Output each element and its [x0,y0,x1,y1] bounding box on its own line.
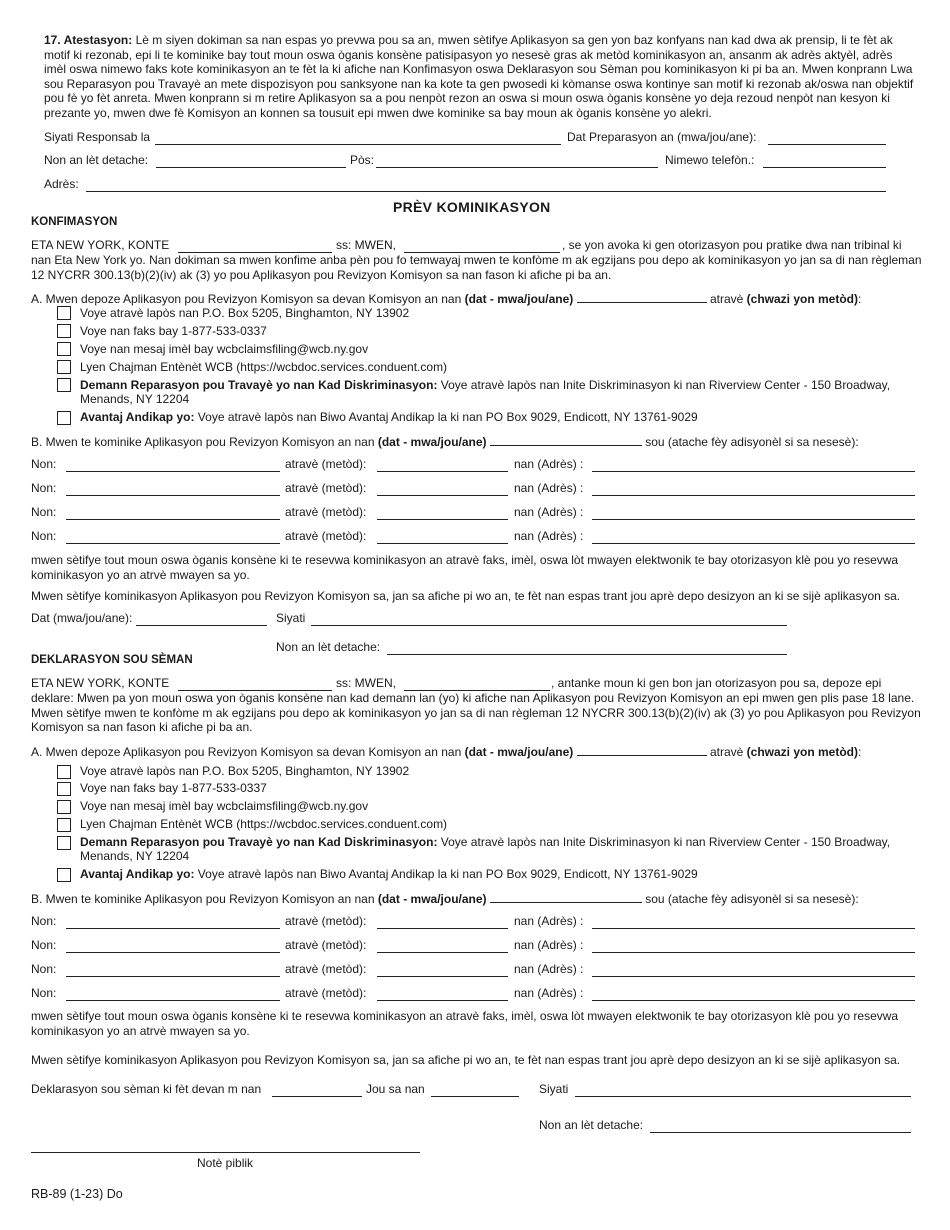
conf-a-lead: A. Mwen depoze Aplikasyon pou Revizyon Komisyon sa devan Komisyon an nan [31,292,462,306]
service-method-label: atravè (metòd): [285,457,367,471]
day-field[interactable] [431,1083,519,1097]
aff-opt-fax-label: Voye nan faks bay 1-877-533-0337 [80,781,267,795]
aff-a-colon: : [858,745,862,759]
service-address-field[interactable] [592,458,915,472]
service-address-field[interactable] [592,939,915,953]
aff-print-name-label: Non an lèt detache: [539,1118,644,1132]
aff-b-tail: sou (atache fèy adisyonèl si sa nesesè): [645,892,859,906]
service-method-label: atravè (metòd): [285,505,367,519]
service-name-label: Non: [31,962,57,976]
conf-certify-hearing: Mwen sètifye kominikasyon Aplikasyon pou Revizyon Komisyon sa, jan sa afiche pi wo an, te fèt nan espas trant jou aprè depo desizyon an ki se sijè aplikasyon sa. [31,589,901,603]
aff-signature-label: Siyati [539,1082,569,1096]
position-field[interactable] [376,154,658,168]
service-method-field[interactable] [377,963,508,977]
sworn-date-field[interactable] [272,1083,362,1097]
attestation-text: Lè m siyen dokiman sa nan espas yo prevwa pou sa an, mwen sètifye Aplikasyon sa gen yon baz konfyans nan kad dwa ak prensip, li te fèt ak motif ki rezonab, epi li te kominike bay tout moun oswa òganis konsène patisipasyon yo nesesè gras ak metòd kominikasyon an, ansanm ak adrès aktyèl, adrès imèl oswa nimewo faks kote kominikasyon an te fèt la ki afiche nan Konfimasyon oswa Deklarasyon sou Sèman pou kominikasyon ki pi ba an. Mwen konprann Lwa sou Reparasyon pou Travayè an mete dispozisyon pou sanksyone nan ka kote ta gen pwosedi ki kòmanse oswa kontinye san motif ki rezonab ak/oswa nan objektif pou fè yo fèt anreta. Mwen konprann si m retire Aplikasyon sa a pou nenpòt rezon an oswa si moun oswa òganis konsène yo deja rezoud nenpòt nan kesyon ki prezante yo, mwen dwe fè Komisyon an konnen sa tousuit epi mwen dwe kominike sa bay moun ak òganis konsène yo alekri. [44,33,914,120]
aff-signature-field[interactable] [575,1083,911,1097]
proof-title: PRÈV KOMINIKASYON [393,199,551,215]
conf-print-name-label: Non an lèt detache: [276,640,381,654]
service-address-label: nan (Adrès) : [514,529,584,543]
conf-opt-discrimination-label [80,378,890,393]
aff-b-lead: B. Mwen te kominike Aplikasyon pou Revizyon Komisyon an nan [31,892,375,906]
aff-a-via: atravè [709,745,744,759]
conf-opt-discrimination-bold: Demann Reparasyon pou Travayè yo nan Kad Diskriminasyon: [80,378,438,392]
service-address-label: nan (Adrès) : [514,938,584,952]
service-address-label: nan (Adrès) : [514,481,584,495]
service-method-label: atravè (metòd): [285,986,367,1000]
service-method-field[interactable] [377,530,508,544]
day-label: Jou sa nan [366,1082,425,1096]
notary-label: Notè piblik [197,1156,254,1170]
conf-opt-mail-checkbox[interactable] [57,306,71,320]
aff-a-lead: A. Mwen depoze Aplikasyon pou Revizyon Komisyon sa devan Komisyon an nan [31,745,462,759]
service-address-field[interactable] [592,987,915,1001]
aff-opt-mail-label: Voye atravè lapòs nan P.O. Box 5205, Binghamton, NY 13902 [80,764,410,778]
form-id: RB-89 (1-23) Do [31,1187,123,1201]
conf-intro-tail: , se yon avoka ki gen otorizasyon pou pratike dwa nan tribinal ki [562,238,902,252]
aff-opt-email-label: Voye nan mesaj imèl bay wcbclaimsfiling@wcb.ny.gov [80,799,369,813]
service-method-field[interactable] [377,987,508,1001]
conf-opt-disability-text: Voye atravè lapòs nan Biwo Avantaj Andikap la ki nan PO Box 9029, Endicott, NY 13761-9029 [194,410,698,424]
conf-opt-disability-checkbox[interactable] [57,411,71,425]
aff-a-date-field[interactable] [577,743,707,756]
affidavit-heading: DEKLARASYON SOU SÈMAN [31,654,193,666]
service-address-field[interactable] [592,530,915,544]
service-address-label: nan (Adrès) : [514,986,584,1000]
sworn-label: Deklarasyon sou sèman ki fèt devan m nan [31,1082,262,1096]
confirmation-heading: KONFIMASYON [31,216,118,228]
aff-ss-label: ss: MWEN, [336,676,396,690]
aff-opt-mail-checkbox[interactable] [57,765,71,779]
conf-a-method-hint: (chwazi yon metòd) [746,292,859,306]
conf-opt-email-label: Voye nan mesaj imèl bay wcbclaimsfiling@wcb.ny.gov [80,342,369,356]
aff-opt-disability-label [80,867,698,882]
service-address-label: nan (Adrès) : [514,457,584,471]
aff-intro-rest: deklare: Mwen pa yon moun oswa yon òganis konsène nan kad demann lan (yo) ki afiche nan Aplikasyon pou Revizyon Komisyon an epi mwen gen plis pase 18 lane. Mwen sètifye mwen te konfòme m ak egzijans pou depo ak kominikasyon yo jan sa di nan règleman 12 NYCRR 300.13(b)(2)(iv) ak (3) yo pou Aplikasyon pou Revizyon Komisyon sa nan fason ki afiche pi ba an. [31,691,921,735]
service-method-label: atravè (metòd): [285,529,367,543]
service-method-label: atravè (metòd): [285,938,367,952]
service-name-field[interactable] [66,939,280,953]
service-method-field[interactable] [377,458,508,472]
aff-state-label: ETA NEW YORK, KONTE [31,676,170,690]
position-label: Pòs: [350,153,375,167]
conf-a-date-hint: (dat - mwa/jou/ane) [464,292,574,306]
service-name-field[interactable] [66,915,280,929]
conf-county-field[interactable] [178,239,332,253]
conf-b-date-hint: (dat - mwa/jou/ane) [377,435,487,449]
service-method-field[interactable] [377,915,508,929]
conf-opt-upload-checkbox[interactable] [57,360,71,374]
service-name-label: Non: [31,914,57,928]
conf-certify-electronic: mwen sètifye tout moun oswa òganis konsène ki te resevwa kominikasyon an atravè faks, imèl, oswa lòt mwayen elektwonik te bay otorizasyon klè pou yo resevwa kominikasyon yo an atrvè mwayen sa yo. [31,553,899,582]
conf-a-line [31,290,861,306]
conf-date-label: Dat (mwa/jou/ane): [31,611,133,625]
responsible-signature-label: Siyati Responsab la [44,130,151,144]
service-name-field[interactable] [66,530,280,544]
aff-opt-discrimination-text: Voye atravè lapòs nan Inite Diskriminasyon ki nan Riverview Center - 150 Broadway, [437,835,891,849]
conf-b-date-field[interactable] [490,433,642,446]
service-method-field[interactable] [377,506,508,520]
conf-opt-upload-label: Lyen Chajman Entènèt WCB (https://wcbdoc.services.conduent.com) [80,360,448,374]
prep-date-field[interactable] [768,131,886,145]
aff-opt-discrimination-bold: Demann Reparasyon pou Travayè yo nan Kad Diskriminasyon: [80,835,438,849]
service-method-label: atravè (metòd): [285,962,367,976]
aff-intro-tail: , antanke moun ki gen bon jan otorizasyon pou sa, depoze epi [551,676,882,690]
service-name-field[interactable] [66,963,280,977]
aff-a-line [31,743,861,759]
notary-signature-field[interactable] [31,1139,420,1153]
aff-certify-hearing: Mwen sètifye kominikasyon Aplikasyon pou Revizyon Komisyon sa, jan sa afiche pi wo an, te fèt nan espas trant jou aprè depo desizyon an ki se sijè aplikasyon sa. [31,1053,901,1067]
conf-a-via: atravè [709,292,744,306]
service-address-label: nan (Adrès) : [514,914,584,928]
conf-a-date-field[interactable] [577,290,707,303]
aff-opt-fax-checkbox[interactable] [57,782,71,796]
aff-opt-disability-checkbox[interactable] [57,868,71,882]
aff-opt-upload-checkbox[interactable] [57,818,71,832]
aff-b-date-hint: (dat - mwa/jou/ane) [377,892,487,906]
conf-opt-fax-checkbox[interactable] [57,324,71,338]
service-name-label: Non: [31,938,57,952]
conf-signature-field[interactable] [311,612,787,626]
address-field[interactable] [86,178,886,192]
responsible-signature-field[interactable] [155,131,561,145]
aff-print-name-field[interactable] [650,1119,911,1133]
service-name-label: Non: [31,481,57,495]
attestation-paragraph [44,33,914,121]
aff-name-field[interactable] [404,677,550,691]
conf-ss-label: ss: MWEN, [336,238,396,252]
aff-opt-disability-text: Voye atravè lapòs nan Biwo Avantaj Andikap la ki nan PO Box 9029, Endicott, NY 13761-9029 [194,867,698,881]
conf-opt-discrimination-text2: Menands, NY 12204 [80,392,190,406]
aff-opt-discrimination-label [80,835,890,850]
aff-opt-email-checkbox[interactable] [57,800,71,814]
service-method-label: atravè (metòd): [285,914,367,928]
conf-opt-fax-label: Voye nan faks bay 1-877-533-0337 [80,324,267,338]
aff-opt-disability-bold: Avantaj Andikap yo: [80,867,195,881]
conf-opt-discrimination-checkbox[interactable] [57,378,71,392]
service-address-field[interactable] [592,915,915,929]
aff-opt-discrimination-text2: Menands, NY 12204 [80,849,190,863]
aff-county-field[interactable] [178,677,332,691]
aff-b-date-field[interactable] [490,890,642,903]
conf-opt-mail-label: Voye atravè lapòs nan P.O. Box 5205, Binghamton, NY 13902 [80,306,410,320]
service-address-field[interactable] [592,482,915,496]
conf-opt-disability-bold: Avantaj Andikap yo: [80,410,195,424]
aff-opt-discrimination-checkbox[interactable] [57,836,71,850]
service-name-field[interactable] [66,458,280,472]
address-label: Adrès: [44,177,79,191]
service-name-label: Non: [31,986,57,1000]
aff-a-method-hint: (chwazi yon metòd) [746,745,859,759]
conf-name-field[interactable] [404,239,560,253]
service-address-field[interactable] [592,506,915,520]
conf-a-colon: : [858,292,862,306]
aff-certify-electronic: mwen sètifye tout moun oswa òganis konsène ki te resevwa kominikasyon an atravè faks, imèl, oswa lòt mwayen elektwonik te bay otorizasyon klè pou yo resevwa kominikasyon yo an atrvè mwayen sa yo. [31,1009,899,1038]
conf-date-field[interactable] [136,612,267,626]
service-name-label: Non: [31,505,57,519]
conf-opt-discrimination-text: Voye atravè lapòs nan Inite Diskriminasyon ki nan Riverview Center - 150 Broadway, [437,378,891,392]
service-address-label: nan (Adrès) : [514,505,584,519]
phone-label: Nimewo telefòn.: [665,153,755,167]
print-name-field[interactable] [156,154,346,168]
print-name-label: Non an lèt detache: [44,153,149,167]
phone-field[interactable] [763,154,886,168]
conf-opt-email-checkbox[interactable] [57,342,71,356]
conf-b-line [31,433,859,449]
conf-signature-label: Siyati [276,611,306,625]
conf-b-lead: B. Mwen te kominike Aplikasyon pou Revizyon Komisyon an nan [31,435,375,449]
conf-b-tail: sou (atache fèy adisyonèl si sa nesesè): [645,435,859,449]
conf-intro-rest: nan Eta New York yo. Nan dokiman sa mwen konfime anba pèn pou fo temwayaj mwen te konfòme m ak egzijans pou depo ak kominikasyon yo jan sa di nan règleman 12 NYCRR 300.13(b)(2)(iv) ak (3) yo pou Aplikasyon pou Revizyon Komisyon sa nan fason ki afiche pi ba an. [31,253,922,282]
service-name-label: Non: [31,529,57,543]
conf-opt-disability-label [80,410,698,425]
service-method-field[interactable] [377,939,508,953]
service-address-field[interactable] [592,963,915,977]
service-address-label: nan (Adrès) : [514,962,584,976]
prep-date-label: Dat Preparasyon an (mwa/jou/ane): [567,130,757,144]
aff-opt-upload-label: Lyen Chajman Entènèt WCB (https://wcbdoc.services.conduent.com) [80,817,448,831]
conf-state-label: ETA NEW YORK, KONTE [31,238,170,252]
aff-b-line [31,890,859,906]
attestation-lead: 17. Atestasyon: [44,33,133,47]
aff-a-date-hint: (dat - mwa/jou/ane) [464,745,574,759]
service-name-field[interactable] [66,482,280,496]
service-method-field[interactable] [377,482,508,496]
service-name-field[interactable] [66,506,280,520]
service-name-field[interactable] [66,987,280,1001]
service-method-label: atravè (metòd): [285,481,367,495]
conf-print-name-field[interactable] [387,641,787,655]
service-name-label: Non: [31,457,57,471]
